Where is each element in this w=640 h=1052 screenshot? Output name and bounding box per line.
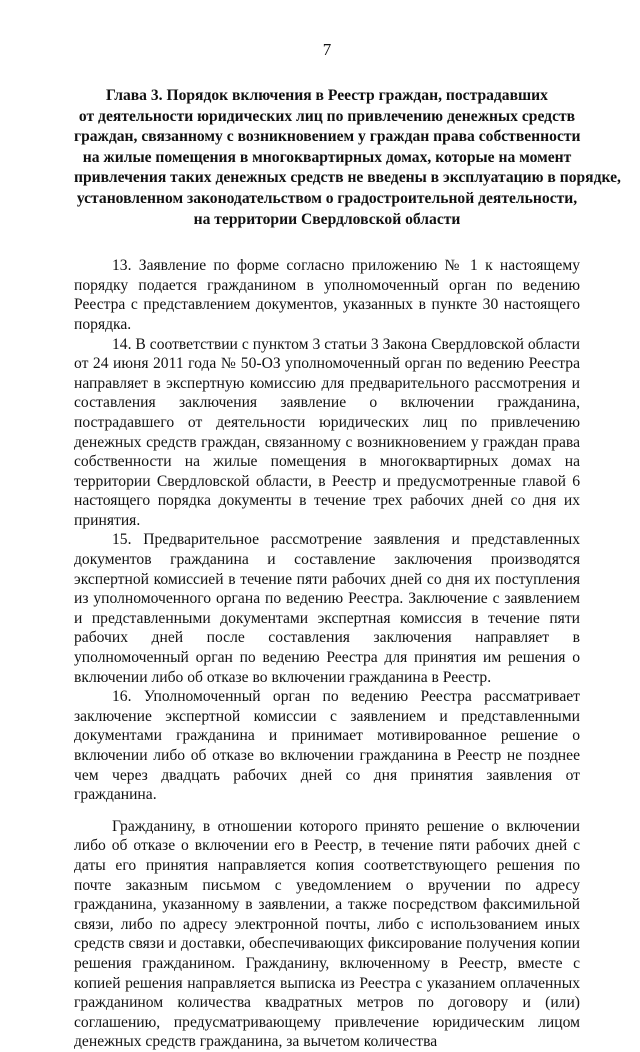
chapter-title-line: на жилые помещения в многоквартирных домах, которые на момент — [82, 148, 572, 166]
paragraph-15: 15. Предварительное рассмотрение заявления и представленных документов гражданина и составление заключения производятся экспертной комиссией в течение пяти рабочих дней со дня их поступления из уполномоченного органа по ведению Реестра. Заключение с заявлением и представленными документами экспертная комиссия в течение пяти рабочих дней после составления заключения направляет в уполномоченный орган по ведению Реестра для принятия им решения о включении либо об отказе во включении гражданина в Реестр. — [74, 531, 580, 686]
page-number: 7 — [322, 40, 332, 59]
chapter-title-line: от деятельности юридических лиц по привлечению денежных средств — [78, 107, 576, 125]
paragraph-14: 14. В соответствии с пунктом 3 статьи 3 Закона Свердловской области от 24 июня 2011 года № 50-ОЗ уполномоченный орган по ведению Реестра направляет в экспертную комиссию для предварительного рассмотрения и составления заключения заявление о включении гражданина, пострадавшего от деятельности юридических лиц по привлечению денежных средств граждан, связанному с возникновением у граждан права собственности на жилые помещения в многоквартирных домах на территории Свердловской области, в Реестр и предусмотренные главой 6 настоящего порядка документы в течение трех рабочих дней со дня их принятия. — [74, 335, 580, 529]
chapter-title-line: на территории Свердловской области — [193, 210, 461, 228]
body-text — [74, 256, 580, 1052]
chapter-title — [74, 86, 621, 230]
chapter-title-line: установленном законодательством о градостроительной деятельности, — [76, 189, 578, 207]
paragraph-16: 16. Уполномоченный орган по ведению Реестра рассматривает заключение экспертной комиссии с заявлением и представленными документами гражданина и принимает мотивированное решение о включении либо об отказе во включении гражданина в Реестр не позднее чем через двадцать рабочих дней со дня принятия заявления от гражданина. — [74, 688, 580, 804]
chapter-title-line: Глава 3. Порядок включения в Реестр граждан, пострадавших — [106, 87, 548, 104]
chapter-title-line: привлечения таких денежных средств не введены в эксплуатацию в порядке, — [74, 169, 621, 187]
chapter-title-line: граждан, связанному с возникновением у граждан права собственности — [74, 128, 581, 146]
paragraph-13: 13. Заявление по форме согласно приложению № 1 к настоящему порядку подается гражданином в уполномоченный орган по ведению Реестра с представлением документов, указанных в пункте 30 настоящего порядка. — [74, 257, 580, 333]
paragraph-16-continuation: Гражданину, в отношении которого принято решение о включении либо об отказе о включении его в Реестр, в течение пяти рабочих дней с даты его принятия направляется копия соответствующего решения по почте заказным письмом с уведомлением о вручении по адресу гражданина, указанному в заявлении, а также посредством факсимильной связи, либо по адресу электронной почты, либо с использованием иных средств связи и доставки, обеспечивающих фиксирование получения копии решения гражданином. Гражданину, включенному в Реестр, вместе с копией решения направляется выписка из Реестра с указанием оплаченных гражданином количества квадратных метров по договору и (или) соглашению, предусматривающему привлечение юридическим лицом денежных средств гражданина, за вычетом количества — [74, 817, 580, 1051]
